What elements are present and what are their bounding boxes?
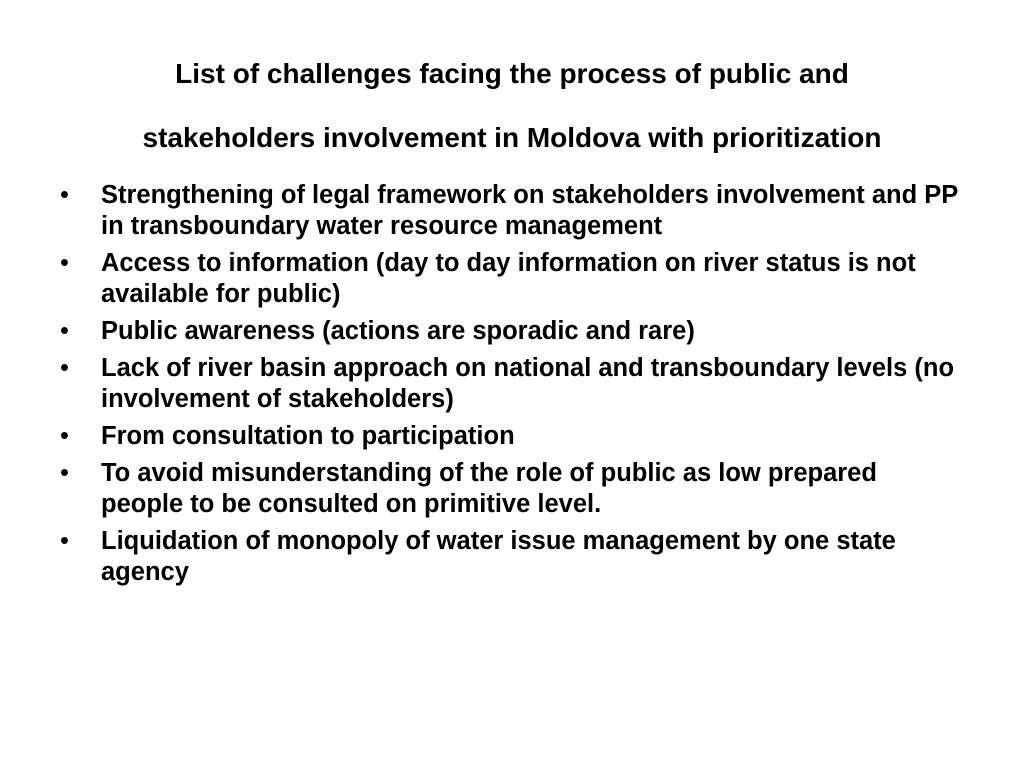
challenge-item-river-basin-approach [60, 353, 960, 415]
bullet-dot-icon: • [60, 459, 69, 487]
bullet-dot-icon: • [60, 354, 69, 382]
bullet-dot-icon: • [60, 249, 69, 277]
challenge-item-text: Strengthening of legal framework on stakeholders involvement and PP in transboundary water resource management [101, 181, 958, 240]
bullet-dot-icon: • [60, 181, 69, 209]
slide-title-line-2: stakeholders involvement in Moldova with prioritization [142, 122, 882, 153]
challenge-item-text: Liquidation of monopoly of water issue management by one state agency [101, 527, 896, 586]
challenge-item-avoid-misunderstanding [60, 458, 960, 520]
challenge-item-access-to-information [60, 248, 960, 310]
challenge-item-text: To avoid misunderstanding of the role of public as low prepared people to be consulted on primitive level. [101, 459, 877, 518]
slide-title [40, 42, 984, 170]
challenge-item-text: From consultation to participation [101, 422, 515, 450]
bullet-dot-icon: • [60, 317, 69, 345]
challenge-item-text: Lack of river basin approach on national and transboundary levels (no involvement of stakeholders) [101, 354, 955, 413]
bullet-dot-icon: • [60, 527, 69, 555]
challenge-item-consultation-to-participation [60, 421, 960, 452]
challenge-item-text: Public awareness (actions are sporadic and rare) [101, 317, 695, 345]
bullet-dot-icon: • [60, 422, 69, 450]
challenge-item-text: Access to information (day to day information on river status is not available for public) [101, 249, 916, 308]
challenge-item-public-awareness [60, 316, 960, 347]
challenge-item-liquidation-of-monopoly [60, 526, 960, 588]
challenge-item-legal-framework [60, 180, 960, 242]
slide-title-line-1: List of challenges facing the process of public and [175, 58, 849, 89]
challenge-list [60, 180, 960, 594]
